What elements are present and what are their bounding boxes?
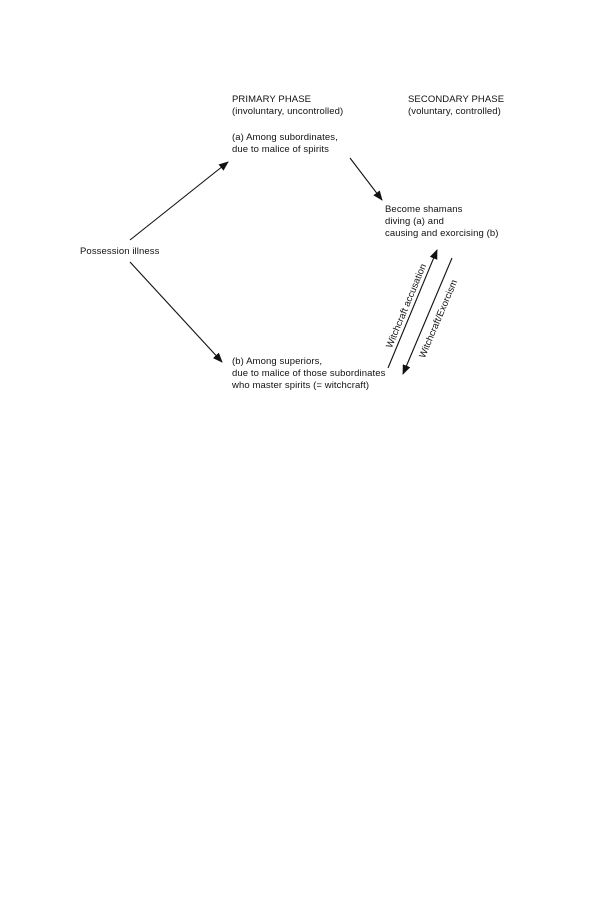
primary-phase-title: PRIMARY PHASE: [232, 94, 312, 105]
arrow-possession-to-superiors: [130, 262, 222, 362]
possession-label: Possession illness: [80, 246, 160, 257]
superiors-line-1: (b) Among superiors,: [232, 356, 323, 367]
superiors-line-2: due to malice of those subordinates: [232, 368, 386, 379]
superiors-line-3: who master spirits (= witchcraft): [232, 380, 370, 391]
secondary-phase-title: SECONDARY PHASE: [408, 94, 505, 105]
shamans-line-3: causing and exorcising (b): [385, 228, 499, 239]
arrow-possession-to-subordinates: [130, 162, 228, 240]
arrow-subordinates-to-shamans: [350, 158, 382, 200]
shamans-line-1: Become shamans: [385, 204, 463, 215]
subordinates-line-2: due to malice of spirits: [232, 144, 329, 155]
shamans-line-2: diving (a) and: [385, 216, 444, 227]
witchcraft-accusation-label: Witchcraft accusation: [384, 262, 430, 350]
witchcraft-exorcism-label: Witchcraft/Exorcism: [417, 278, 461, 360]
subordinates-line-1: (a) Among subordinates,: [232, 132, 338, 143]
secondary-phase-subtitle: (voluntary, controlled): [408, 106, 501, 117]
primary-phase-subtitle: (involuntary, uncontrolled): [232, 106, 344, 117]
